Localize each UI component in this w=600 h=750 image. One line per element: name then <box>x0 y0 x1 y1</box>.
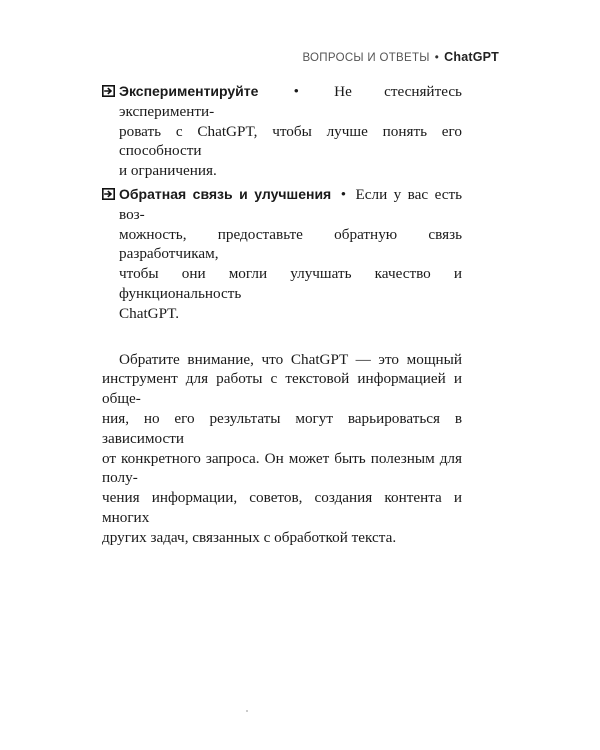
paragraph-line: ния, но его результаты могут варьироваться в зависимости <box>102 409 462 447</box>
list-item-first-line <box>119 82 462 122</box>
list-item-line: чтобы они могли улучшать качество и функциональность <box>119 265 462 302</box>
body-paragraph <box>102 350 462 548</box>
list-item-term: Обратная связь и улучшения <box>119 185 332 202</box>
paragraph-line: других задач, связанных с обработкой текста. <box>102 528 397 546</box>
arrow-box-icon <box>102 188 115 200</box>
scan-speck <box>246 710 248 712</box>
list-item <box>102 82 462 181</box>
paragraph-line: инструмент для работы с текстовой информацией и обще- <box>102 370 462 408</box>
paragraph-line: от конкретного запроса. Он может быть полезным для полу- <box>102 449 462 487</box>
list-item-text: Если у вас есть воз- <box>119 185 463 223</box>
paragraph-line: чения информации, советов, создания контента и многих <box>102 489 462 526</box>
book-title: ChatGPT <box>444 50 499 64</box>
list-item-first-line <box>119 185 462 225</box>
list-item <box>102 185 462 324</box>
term-separator: • <box>340 185 347 203</box>
list-item-line: ровать с ChatGPT, чтобы лучше понять его способности <box>119 122 462 160</box>
list-item-line: можность, предоставьте обратную связь разработчикам, <box>119 225 462 263</box>
list-item-term: Экспериментируйте <box>119 83 259 99</box>
header-separator: • <box>434 52 440 64</box>
page-body <box>102 82 462 548</box>
running-head <box>302 50 499 64</box>
paragraph-line: Обратите внимание, что ChatGPT — это мощный <box>119 350 462 368</box>
arrow-box-icon <box>102 85 115 97</box>
list-item-line: ChatGPT. <box>119 304 180 322</box>
section-title: ВОПРОСЫ И ОТВЕТЫ <box>302 52 430 64</box>
list-item-text: Не стесняйтесь эксперименти- <box>119 83 462 120</box>
term-separator: • <box>293 83 299 100</box>
list-item-line: и ограничения. <box>119 162 217 180</box>
